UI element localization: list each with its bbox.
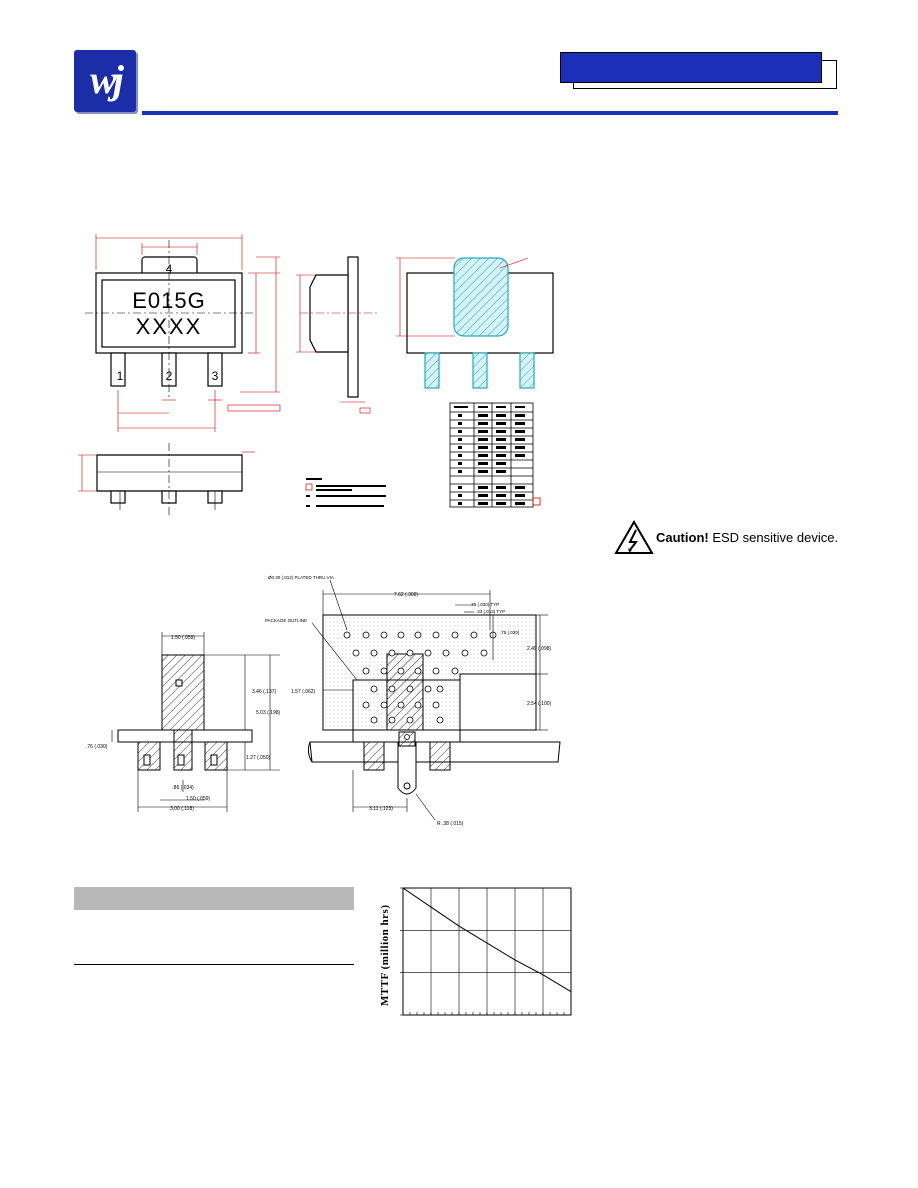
dim-total-height: 5.03 (.198) — [256, 710, 281, 716]
land-pattern-left — [118, 655, 252, 770]
dim-radius: R .38 (.015) — [437, 821, 464, 827]
package-outline-label: PACKAGE OUTLINE — [265, 618, 308, 623]
pin4-label: 4 — [165, 262, 173, 276]
dim-pitch: .76 (.030) TYP — [470, 602, 500, 607]
caution-bold: Caution! — [656, 530, 709, 545]
dim-bot3: 3.00 (.118) — [170, 806, 194, 812]
dim-right: 2.54 (.100) — [527, 701, 552, 707]
dim-bot1: .86 (.034) — [172, 785, 194, 791]
marking-line1: E015G — [132, 288, 206, 313]
dim-pad-width: 1.50 (.059) — [170, 635, 196, 641]
dim-small2: .75 (.030) — [500, 630, 520, 635]
via-label: Ø0.30 (.012) PLATED THRU VIA — [268, 575, 334, 580]
dim-mid: 2.49 (.098) — [527, 646, 552, 652]
dim-bot4: 3.11 (.123) — [369, 806, 393, 812]
marking-line2: XXXX — [135, 314, 203, 339]
notes-block — [306, 478, 386, 507]
package-side-view — [300, 257, 380, 397]
table-header-bar — [74, 887, 354, 910]
dim-pad-small: 1.27 (.050) — [246, 755, 271, 761]
dim-left: 1.57 (.062) — [291, 689, 316, 695]
caution-text — [656, 530, 838, 545]
dim-hole: .33 (.013) TYP — [476, 609, 506, 614]
logo-text: wj — [90, 57, 120, 102]
mttf-ylabel: MTTF (million hrs) — [379, 904, 391, 1006]
package-end-view — [97, 443, 242, 515]
dimension-table — [450, 403, 540, 507]
pin1-label: 1 — [116, 369, 124, 383]
caution-notice — [612, 518, 842, 558]
package-bottom-view — [407, 258, 553, 388]
mttf-chart — [400, 888, 571, 1015]
dim-width-top: 7.62 (.300) — [393, 592, 419, 598]
dim-small: .76 (.030) — [86, 744, 108, 750]
caution-desc: ESD sensitive device. — [708, 530, 839, 545]
pin3-label: 3 — [211, 369, 219, 383]
tolerance-box — [228, 405, 280, 411]
dim-bot2: 1.50 (.059) — [186, 796, 211, 802]
dim-346: 3.46 (.137) — [252, 689, 277, 695]
table-rule — [74, 964, 354, 965]
pin2-label: 2 — [165, 369, 173, 383]
